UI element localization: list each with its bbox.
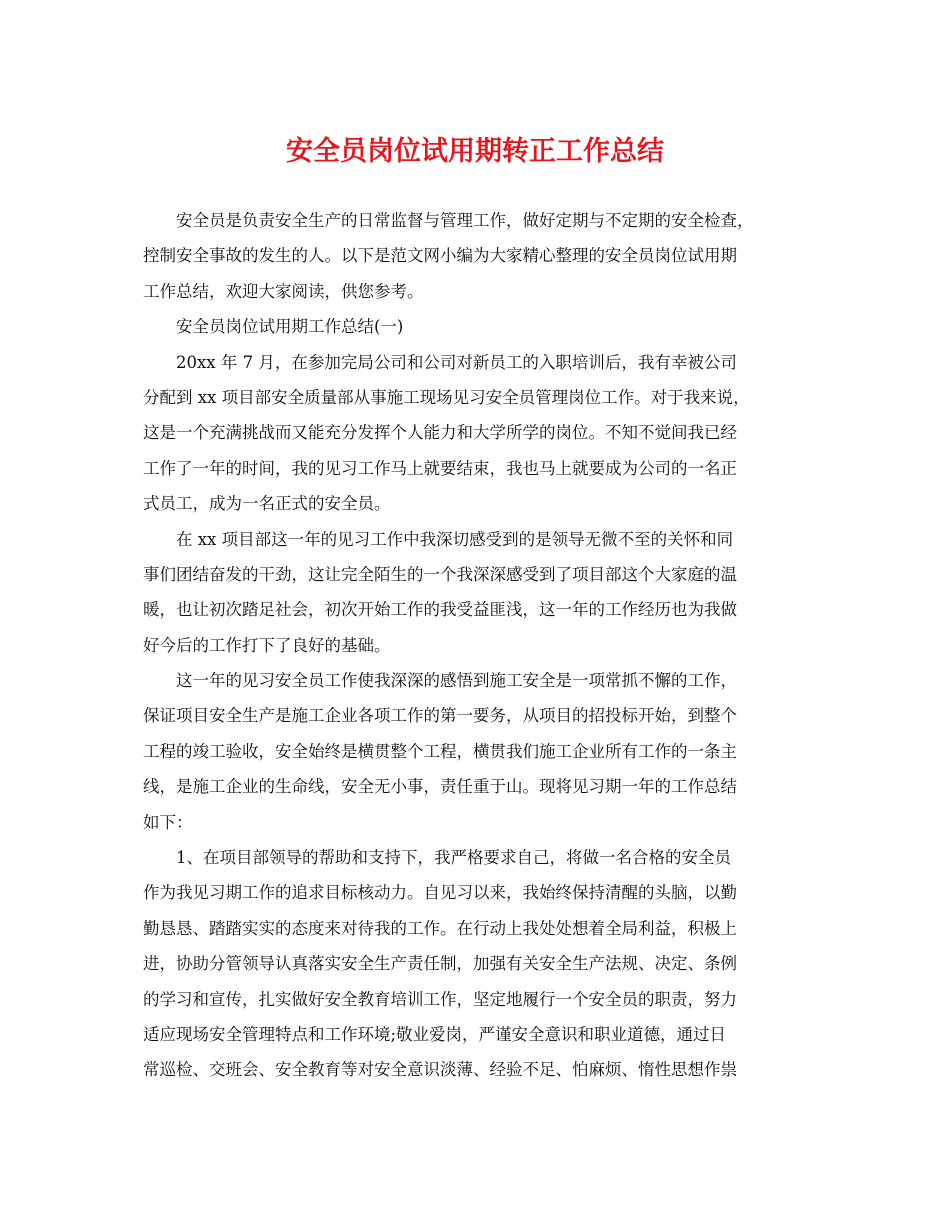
- text-line: 分配到 xx 项目部安全质量部从事施工现场见习安全员管理岗位工作。对于我来说，: [143, 387, 750, 407]
- text-line: 安全员岗位试用期工作总结(一): [176, 317, 404, 337]
- text-line: 勤恳恳、踏踏实实的态度来对待我的工作。在行动上我处处想着全局利益，积极上: [143, 918, 737, 938]
- text-line: 保证项目安全生产是施工企业各项工作的第一要务，从项目的招投标开始，到整个: [143, 706, 737, 726]
- text-line: 进，协助分管领导认真落实安全生产责任制，加强有关安全生产法规、决定、条例: [143, 954, 737, 974]
- text-line: 如下：: [143, 812, 193, 832]
- text-line: 的学习和宣传，扎实做好安全教育培训工作，坚定地履行一个安全员的职责，努力: [143, 989, 737, 1009]
- text-line: 暖，也让初次踏足社会，初次开始工作的我受益匪浅，这一年的工作经历也为我做: [143, 600, 737, 620]
- text-line: 适应现场安全管理特点和工作环境;敬业爱岗，严谨安全意识和职业道德，通过日: [143, 1024, 727, 1044]
- document-body: [143, 203, 813, 1088]
- text-line: 常巡检、交班会、安全教育等对安全意识淡薄、经验不足、怕麻烦、惰性思想作祟: [143, 1060, 737, 1080]
- text-line: 式员工，成为一名正式的安全员。: [143, 494, 391, 514]
- text-line: 控制安全事故的发生的人。以下是范文网小编为大家精心整理的安全员岗位试用期: [143, 246, 737, 266]
- text-line: 这一年的见习安全员工作使我深深的感悟到施工安全是一项常抓不懈的工作，: [176, 671, 737, 691]
- text-line: 工作总结，欢迎大家阅读，供您参考。: [143, 281, 424, 301]
- text-line: 这是一个充满挑战而又能充分发挥个人能力和大学所学的岗位。不知不觉间我已经: [143, 423, 737, 443]
- text-line: 工作了一年的时间，我的见习工作马上就要结束，我也马上就要成为公司的一名正: [143, 458, 737, 478]
- text-line: 事们团结奋发的干劲，这让完全陌生的一个我深深感受到了项目部这个大家庭的温: [143, 564, 737, 584]
- text-line: 安全员是负责安全生产的日常监督与管理工作，做好定期与不定期的安全检查，: [176, 211, 754, 230]
- text-line: 1、在项目部领导的帮助和支持下，我严格要求自己，将做一名合格的安全员: [176, 848, 731, 868]
- text-line: 20xx 年 7 月，在参加完局公司和公司对新员工的入职培训后，我有幸被公司: [176, 352, 737, 372]
- text-line: 作为我见习期工作的追求目标核动力。自见习以来，我始终保持清醒的头脑，以勤: [143, 883, 737, 903]
- text-line: 线，是施工企业的生命线，安全无小事，责任重于山。现将见习期一年的工作总结: [143, 777, 737, 797]
- text-line: 工程的竣工验收，安全始终是横贯整个工程，横贯我们施工企业所有工作的一条主: [143, 741, 737, 761]
- document-title: 安全员岗位试用期转正工作总结: [286, 136, 664, 167]
- text-line: 在 xx 项目部这一年的见习工作中我深切感受到的是领导无微不至的关怀和同: [176, 529, 734, 549]
- text-line: 好今后的工作打下了良好的基础。: [143, 635, 391, 655]
